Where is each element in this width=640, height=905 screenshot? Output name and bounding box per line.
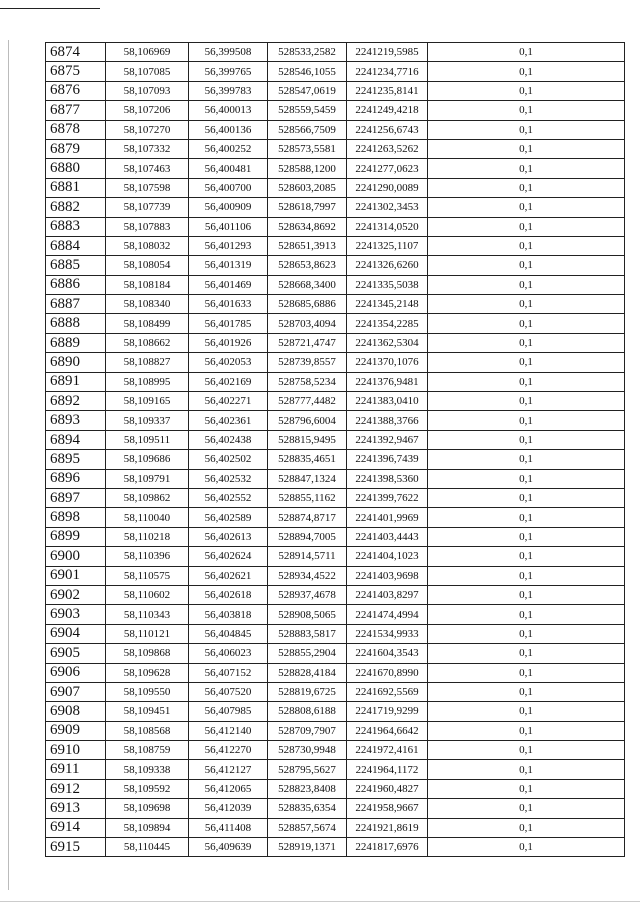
y-coordinate-cell: 2241534,9933 bbox=[347, 624, 428, 643]
x-coordinate-cell: 528709,7907 bbox=[268, 721, 347, 740]
y-coordinate-cell: 2241972,4161 bbox=[347, 741, 428, 760]
x-coordinate-cell: 528546,1055 bbox=[268, 62, 347, 81]
accuracy-cell: 0,1 bbox=[428, 275, 625, 294]
y-coordinate-cell: 2241398,5360 bbox=[347, 469, 428, 488]
longitude-cell: 56,412127 bbox=[189, 760, 268, 779]
table-row bbox=[46, 721, 625, 740]
table-row bbox=[46, 682, 625, 701]
x-coordinate-cell: 528815,9495 bbox=[268, 430, 347, 449]
point-number-cell: 6903 bbox=[46, 605, 106, 624]
latitude-cell: 58,108340 bbox=[106, 295, 189, 314]
latitude-cell: 58,109862 bbox=[106, 488, 189, 507]
accuracy-cell: 0,1 bbox=[428, 488, 625, 507]
table-row bbox=[46, 159, 625, 178]
y-coordinate-cell: 2241256,6743 bbox=[347, 120, 428, 139]
table-row bbox=[46, 256, 625, 275]
longitude-cell: 56,402502 bbox=[189, 450, 268, 469]
y-coordinate-cell: 2241263,5262 bbox=[347, 139, 428, 158]
longitude-cell: 56,402589 bbox=[189, 508, 268, 527]
table-row bbox=[46, 450, 625, 469]
table-row bbox=[46, 198, 625, 217]
latitude-cell: 58,108184 bbox=[106, 275, 189, 294]
accuracy-cell: 0,1 bbox=[428, 682, 625, 701]
point-number-cell: 6908 bbox=[46, 702, 106, 721]
x-coordinate-cell: 528668,3400 bbox=[268, 275, 347, 294]
latitude-cell: 58,108032 bbox=[106, 236, 189, 255]
accuracy-cell: 0,1 bbox=[428, 469, 625, 488]
longitude-cell: 56,402621 bbox=[189, 566, 268, 585]
accuracy-cell: 0,1 bbox=[428, 392, 625, 411]
point-number-cell: 6897 bbox=[46, 488, 106, 507]
y-coordinate-cell: 2241234,7716 bbox=[347, 62, 428, 81]
latitude-cell: 58,108995 bbox=[106, 372, 189, 391]
longitude-cell: 56,409639 bbox=[189, 838, 268, 857]
x-coordinate-cell: 528796,6004 bbox=[268, 411, 347, 430]
latitude-cell: 58,108759 bbox=[106, 741, 189, 760]
accuracy-cell: 0,1 bbox=[428, 644, 625, 663]
table-row bbox=[46, 605, 625, 624]
latitude-cell: 58,110218 bbox=[106, 527, 189, 546]
latitude-cell: 58,110040 bbox=[106, 508, 189, 527]
x-coordinate-cell: 528934,4522 bbox=[268, 566, 347, 585]
latitude-cell: 58,107085 bbox=[106, 62, 189, 81]
table-row bbox=[46, 624, 625, 643]
y-coordinate-cell: 2241964,6642 bbox=[347, 721, 428, 740]
point-number-cell: 6892 bbox=[46, 392, 106, 411]
longitude-cell: 56,401106 bbox=[189, 217, 268, 236]
accuracy-cell: 0,1 bbox=[428, 624, 625, 643]
accuracy-cell: 0,1 bbox=[428, 818, 625, 837]
longitude-cell: 56,402613 bbox=[189, 527, 268, 546]
longitude-cell: 56,412065 bbox=[189, 779, 268, 798]
latitude-cell: 58,109511 bbox=[106, 430, 189, 449]
longitude-cell: 56,412140 bbox=[189, 721, 268, 740]
y-coordinate-cell: 2241326,6260 bbox=[347, 256, 428, 275]
accuracy-cell: 0,1 bbox=[428, 62, 625, 81]
point-number-cell: 6893 bbox=[46, 411, 106, 430]
point-number-cell: 6894 bbox=[46, 430, 106, 449]
y-coordinate-cell: 2241960,4827 bbox=[347, 779, 428, 798]
point-number-cell: 6913 bbox=[46, 799, 106, 818]
point-number-cell: 6879 bbox=[46, 139, 106, 158]
longitude-cell: 56,401785 bbox=[189, 314, 268, 333]
y-coordinate-cell: 2241404,1023 bbox=[347, 547, 428, 566]
x-coordinate-cell: 528894,7005 bbox=[268, 527, 347, 546]
longitude-cell: 56,399783 bbox=[189, 81, 268, 100]
y-coordinate-cell: 2241670,8990 bbox=[347, 663, 428, 682]
point-number-cell: 6914 bbox=[46, 818, 106, 837]
y-coordinate-cell: 2241383,0410 bbox=[347, 392, 428, 411]
x-coordinate-cell: 528828,4184 bbox=[268, 663, 347, 682]
longitude-cell: 56,400909 bbox=[189, 198, 268, 217]
point-number-cell: 6907 bbox=[46, 682, 106, 701]
accuracy-cell: 0,1 bbox=[428, 760, 625, 779]
point-number-cell: 6875 bbox=[46, 62, 106, 81]
longitude-cell: 56,402271 bbox=[189, 392, 268, 411]
table-row bbox=[46, 275, 625, 294]
longitude-cell: 56,406023 bbox=[189, 644, 268, 663]
longitude-cell: 56,400481 bbox=[189, 159, 268, 178]
point-number-cell: 6898 bbox=[46, 508, 106, 527]
longitude-cell: 56,401633 bbox=[189, 295, 268, 314]
point-number-cell: 6888 bbox=[46, 314, 106, 333]
accuracy-cell: 0,1 bbox=[428, 159, 625, 178]
point-number-cell: 6877 bbox=[46, 101, 106, 120]
x-coordinate-cell: 528835,6354 bbox=[268, 799, 347, 818]
table-row bbox=[46, 779, 625, 798]
table-row bbox=[46, 411, 625, 430]
point-number-cell: 6902 bbox=[46, 585, 106, 604]
accuracy-cell: 0,1 bbox=[428, 547, 625, 566]
x-coordinate-cell: 528847,1324 bbox=[268, 469, 347, 488]
point-number-cell: 6895 bbox=[46, 450, 106, 469]
x-coordinate-cell: 528634,8692 bbox=[268, 217, 347, 236]
longitude-cell: 56,402532 bbox=[189, 469, 268, 488]
table-row bbox=[46, 702, 625, 721]
table-row bbox=[46, 139, 625, 158]
table-row bbox=[46, 353, 625, 372]
accuracy-cell: 0,1 bbox=[428, 198, 625, 217]
accuracy-cell: 0,1 bbox=[428, 527, 625, 546]
x-coordinate-cell: 528937,4678 bbox=[268, 585, 347, 604]
longitude-cell: 56,402618 bbox=[189, 585, 268, 604]
x-coordinate-cell: 528533,2582 bbox=[268, 43, 347, 62]
x-coordinate-cell: 528795,5627 bbox=[268, 760, 347, 779]
accuracy-cell: 0,1 bbox=[428, 372, 625, 391]
y-coordinate-cell: 2241219,5985 bbox=[347, 43, 428, 62]
latitude-cell: 58,109868 bbox=[106, 644, 189, 663]
point-number-cell: 6887 bbox=[46, 295, 106, 314]
y-coordinate-cell: 2241396,7439 bbox=[347, 450, 428, 469]
latitude-cell: 58,109791 bbox=[106, 469, 189, 488]
point-number-cell: 6896 bbox=[46, 469, 106, 488]
accuracy-cell: 0,1 bbox=[428, 721, 625, 740]
latitude-cell: 58,110343 bbox=[106, 605, 189, 624]
bottom-rule bbox=[0, 901, 640, 902]
y-coordinate-cell: 2241362,5304 bbox=[347, 333, 428, 352]
y-coordinate-cell: 2241376,9481 bbox=[347, 372, 428, 391]
accuracy-cell: 0,1 bbox=[428, 43, 625, 62]
point-number-cell: 6909 bbox=[46, 721, 106, 740]
table-row bbox=[46, 644, 625, 663]
x-coordinate-cell: 528618,7997 bbox=[268, 198, 347, 217]
table-row bbox=[46, 585, 625, 604]
page-edge-line bbox=[8, 40, 9, 890]
x-coordinate-cell: 528855,2904 bbox=[268, 644, 347, 663]
table-row bbox=[46, 663, 625, 682]
longitude-cell: 56,399765 bbox=[189, 62, 268, 81]
accuracy-cell: 0,1 bbox=[428, 256, 625, 275]
y-coordinate-cell: 2241604,3543 bbox=[347, 644, 428, 663]
latitude-cell: 58,108568 bbox=[106, 721, 189, 740]
longitude-cell: 56,407985 bbox=[189, 702, 268, 721]
point-number-cell: 6889 bbox=[46, 333, 106, 352]
x-coordinate-cell: 528857,5674 bbox=[268, 818, 347, 837]
point-number-cell: 6906 bbox=[46, 663, 106, 682]
accuracy-cell: 0,1 bbox=[428, 450, 625, 469]
table-row bbox=[46, 120, 625, 139]
table-row bbox=[46, 469, 625, 488]
x-coordinate-cell: 528730,9948 bbox=[268, 741, 347, 760]
table-row bbox=[46, 547, 625, 566]
longitude-cell: 56,407520 bbox=[189, 682, 268, 701]
y-coordinate-cell: 2241921,8619 bbox=[347, 818, 428, 837]
x-coordinate-cell: 528603,2085 bbox=[268, 178, 347, 197]
point-number-cell: 6876 bbox=[46, 81, 106, 100]
table-row bbox=[46, 760, 625, 779]
longitude-cell: 56,402624 bbox=[189, 547, 268, 566]
y-coordinate-cell: 2241964,1172 bbox=[347, 760, 428, 779]
y-coordinate-cell: 2241325,1107 bbox=[347, 236, 428, 255]
longitude-cell: 56,403818 bbox=[189, 605, 268, 624]
y-coordinate-cell: 2241474,4994 bbox=[347, 605, 428, 624]
latitude-cell: 58,109686 bbox=[106, 450, 189, 469]
accuracy-cell: 0,1 bbox=[428, 779, 625, 798]
y-coordinate-cell: 2241388,3766 bbox=[347, 411, 428, 430]
latitude-cell: 58,107739 bbox=[106, 198, 189, 217]
y-coordinate-cell: 2241719,9299 bbox=[347, 702, 428, 721]
point-number-cell: 6890 bbox=[46, 353, 106, 372]
y-coordinate-cell: 2241817,6976 bbox=[347, 838, 428, 857]
accuracy-cell: 0,1 bbox=[428, 605, 625, 624]
x-coordinate-cell: 528919,1371 bbox=[268, 838, 347, 857]
y-coordinate-cell: 2241335,5038 bbox=[347, 275, 428, 294]
table-row bbox=[46, 217, 625, 236]
point-number-cell: 6886 bbox=[46, 275, 106, 294]
latitude-cell: 58,109628 bbox=[106, 663, 189, 682]
x-coordinate-cell: 528819,6725 bbox=[268, 682, 347, 701]
table-row bbox=[46, 178, 625, 197]
point-number-cell: 6912 bbox=[46, 779, 106, 798]
longitude-cell: 56,400700 bbox=[189, 178, 268, 197]
y-coordinate-cell: 2241401,9969 bbox=[347, 508, 428, 527]
accuracy-cell: 0,1 bbox=[428, 178, 625, 197]
accuracy-cell: 0,1 bbox=[428, 799, 625, 818]
x-coordinate-cell: 528653,8623 bbox=[268, 256, 347, 275]
x-coordinate-cell: 528883,5817 bbox=[268, 624, 347, 643]
point-number-cell: 6882 bbox=[46, 198, 106, 217]
y-coordinate-cell: 2241235,8141 bbox=[347, 81, 428, 100]
table-row bbox=[46, 314, 625, 333]
longitude-cell: 56,402361 bbox=[189, 411, 268, 430]
table-row bbox=[46, 799, 625, 818]
y-coordinate-cell: 2241345,2148 bbox=[347, 295, 428, 314]
y-coordinate-cell: 2241370,1076 bbox=[347, 353, 428, 372]
table-row bbox=[46, 430, 625, 449]
point-number-cell: 6899 bbox=[46, 527, 106, 546]
coordinates-table-body bbox=[46, 43, 625, 857]
coordinates-table bbox=[45, 42, 625, 857]
table-row bbox=[46, 81, 625, 100]
y-coordinate-cell: 2241314,0520 bbox=[347, 217, 428, 236]
point-number-cell: 6891 bbox=[46, 372, 106, 391]
table-row bbox=[46, 488, 625, 507]
x-coordinate-cell: 528758,5234 bbox=[268, 372, 347, 391]
latitude-cell: 58,109337 bbox=[106, 411, 189, 430]
x-coordinate-cell: 528703,4094 bbox=[268, 314, 347, 333]
point-number-cell: 6885 bbox=[46, 256, 106, 275]
latitude-cell: 58,108499 bbox=[106, 314, 189, 333]
point-number-cell: 6901 bbox=[46, 566, 106, 585]
accuracy-cell: 0,1 bbox=[428, 508, 625, 527]
accuracy-cell: 0,1 bbox=[428, 236, 625, 255]
x-coordinate-cell: 528823,8408 bbox=[268, 779, 347, 798]
x-coordinate-cell: 528573,5581 bbox=[268, 139, 347, 158]
latitude-cell: 58,106969 bbox=[106, 43, 189, 62]
x-coordinate-cell: 528874,8717 bbox=[268, 508, 347, 527]
point-number-cell: 6910 bbox=[46, 741, 106, 760]
table-row bbox=[46, 43, 625, 62]
x-coordinate-cell: 528588,1200 bbox=[268, 159, 347, 178]
x-coordinate-cell: 528777,4482 bbox=[268, 392, 347, 411]
latitude-cell: 58,107598 bbox=[106, 178, 189, 197]
x-coordinate-cell: 528559,5459 bbox=[268, 101, 347, 120]
accuracy-cell: 0,1 bbox=[428, 353, 625, 372]
point-number-cell: 6874 bbox=[46, 43, 106, 62]
top-rule bbox=[0, 8, 100, 9]
y-coordinate-cell: 2241958,9667 bbox=[347, 799, 428, 818]
accuracy-cell: 0,1 bbox=[428, 217, 625, 236]
x-coordinate-cell: 528808,6188 bbox=[268, 702, 347, 721]
x-coordinate-cell: 528685,6886 bbox=[268, 295, 347, 314]
latitude-cell: 58,107270 bbox=[106, 120, 189, 139]
y-coordinate-cell: 2241399,7622 bbox=[347, 488, 428, 507]
longitude-cell: 56,399508 bbox=[189, 43, 268, 62]
longitude-cell: 56,400013 bbox=[189, 101, 268, 120]
point-number-cell: 6884 bbox=[46, 236, 106, 255]
y-coordinate-cell: 2241302,3453 bbox=[347, 198, 428, 217]
latitude-cell: 58,110396 bbox=[106, 547, 189, 566]
longitude-cell: 56,400136 bbox=[189, 120, 268, 139]
accuracy-cell: 0,1 bbox=[428, 663, 625, 682]
latitude-cell: 58,110602 bbox=[106, 585, 189, 604]
point-number-cell: 6915 bbox=[46, 838, 106, 857]
table-row bbox=[46, 838, 625, 857]
longitude-cell: 56,404845 bbox=[189, 624, 268, 643]
latitude-cell: 58,109592 bbox=[106, 779, 189, 798]
y-coordinate-cell: 2241403,9698 bbox=[347, 566, 428, 585]
y-coordinate-cell: 2241403,4443 bbox=[347, 527, 428, 546]
latitude-cell: 58,108827 bbox=[106, 353, 189, 372]
x-coordinate-cell: 528739,8557 bbox=[268, 353, 347, 372]
point-number-cell: 6905 bbox=[46, 644, 106, 663]
accuracy-cell: 0,1 bbox=[428, 139, 625, 158]
latitude-cell: 58,108662 bbox=[106, 333, 189, 352]
accuracy-cell: 0,1 bbox=[428, 81, 625, 100]
point-number-cell: 6900 bbox=[46, 547, 106, 566]
longitude-cell: 56,401293 bbox=[189, 236, 268, 255]
longitude-cell: 56,402438 bbox=[189, 430, 268, 449]
latitude-cell: 58,107883 bbox=[106, 217, 189, 236]
y-coordinate-cell: 2241277,0623 bbox=[347, 159, 428, 178]
latitude-cell: 58,109338 bbox=[106, 760, 189, 779]
x-coordinate-cell: 528721,4747 bbox=[268, 333, 347, 352]
accuracy-cell: 0,1 bbox=[428, 702, 625, 721]
point-number-cell: 6881 bbox=[46, 178, 106, 197]
point-number-cell: 6904 bbox=[46, 624, 106, 643]
longitude-cell: 56,401469 bbox=[189, 275, 268, 294]
longitude-cell: 56,402169 bbox=[189, 372, 268, 391]
longitude-cell: 56,412039 bbox=[189, 799, 268, 818]
latitude-cell: 58,107332 bbox=[106, 139, 189, 158]
table-row bbox=[46, 295, 625, 314]
accuracy-cell: 0,1 bbox=[428, 314, 625, 333]
accuracy-cell: 0,1 bbox=[428, 430, 625, 449]
point-number-cell: 6880 bbox=[46, 159, 106, 178]
table-row bbox=[46, 508, 625, 527]
table-row bbox=[46, 392, 625, 411]
table-row bbox=[46, 566, 625, 585]
latitude-cell: 58,110445 bbox=[106, 838, 189, 857]
longitude-cell: 56,401926 bbox=[189, 333, 268, 352]
table-row bbox=[46, 741, 625, 760]
y-coordinate-cell: 2241290,0089 bbox=[347, 178, 428, 197]
x-coordinate-cell: 528908,5065 bbox=[268, 605, 347, 624]
longitude-cell: 56,402053 bbox=[189, 353, 268, 372]
table-row bbox=[46, 236, 625, 255]
longitude-cell: 56,411408 bbox=[189, 818, 268, 837]
x-coordinate-cell: 528914,5711 bbox=[268, 547, 347, 566]
accuracy-cell: 0,1 bbox=[428, 741, 625, 760]
accuracy-cell: 0,1 bbox=[428, 333, 625, 352]
accuracy-cell: 0,1 bbox=[428, 295, 625, 314]
latitude-cell: 58,109451 bbox=[106, 702, 189, 721]
point-number-cell: 6911 bbox=[46, 760, 106, 779]
latitude-cell: 58,109165 bbox=[106, 392, 189, 411]
x-coordinate-cell: 528651,3913 bbox=[268, 236, 347, 255]
accuracy-cell: 0,1 bbox=[428, 566, 625, 585]
latitude-cell: 58,109550 bbox=[106, 682, 189, 701]
table-row bbox=[46, 333, 625, 352]
latitude-cell: 58,107206 bbox=[106, 101, 189, 120]
accuracy-cell: 0,1 bbox=[428, 120, 625, 139]
x-coordinate-cell: 528566,7509 bbox=[268, 120, 347, 139]
y-coordinate-cell: 2241354,2285 bbox=[347, 314, 428, 333]
table-row bbox=[46, 527, 625, 546]
table-row bbox=[46, 101, 625, 120]
longitude-cell: 56,401319 bbox=[189, 256, 268, 275]
latitude-cell: 58,108054 bbox=[106, 256, 189, 275]
y-coordinate-cell: 2241392,9467 bbox=[347, 430, 428, 449]
accuracy-cell: 0,1 bbox=[428, 101, 625, 120]
longitude-cell: 56,407152 bbox=[189, 663, 268, 682]
latitude-cell: 58,110575 bbox=[106, 566, 189, 585]
longitude-cell: 56,412270 bbox=[189, 741, 268, 760]
table-row bbox=[46, 818, 625, 837]
latitude-cell: 58,107093 bbox=[106, 81, 189, 100]
x-coordinate-cell: 528547,0619 bbox=[268, 81, 347, 100]
y-coordinate-cell: 2241692,5569 bbox=[347, 682, 428, 701]
table-row bbox=[46, 372, 625, 391]
y-coordinate-cell: 2241403,8297 bbox=[347, 585, 428, 604]
longitude-cell: 56,400252 bbox=[189, 139, 268, 158]
latitude-cell: 58,107463 bbox=[106, 159, 189, 178]
latitude-cell: 58,109894 bbox=[106, 818, 189, 837]
latitude-cell: 58,109698 bbox=[106, 799, 189, 818]
x-coordinate-cell: 528855,1162 bbox=[268, 488, 347, 507]
latitude-cell: 58,110121 bbox=[106, 624, 189, 643]
accuracy-cell: 0,1 bbox=[428, 838, 625, 857]
accuracy-cell: 0,1 bbox=[428, 585, 625, 604]
point-number-cell: 6878 bbox=[46, 120, 106, 139]
table-row bbox=[46, 62, 625, 81]
x-coordinate-cell: 528835,4651 bbox=[268, 450, 347, 469]
point-number-cell: 6883 bbox=[46, 217, 106, 236]
longitude-cell: 56,402552 bbox=[189, 488, 268, 507]
y-coordinate-cell: 2241249,4218 bbox=[347, 101, 428, 120]
accuracy-cell: 0,1 bbox=[428, 411, 625, 430]
